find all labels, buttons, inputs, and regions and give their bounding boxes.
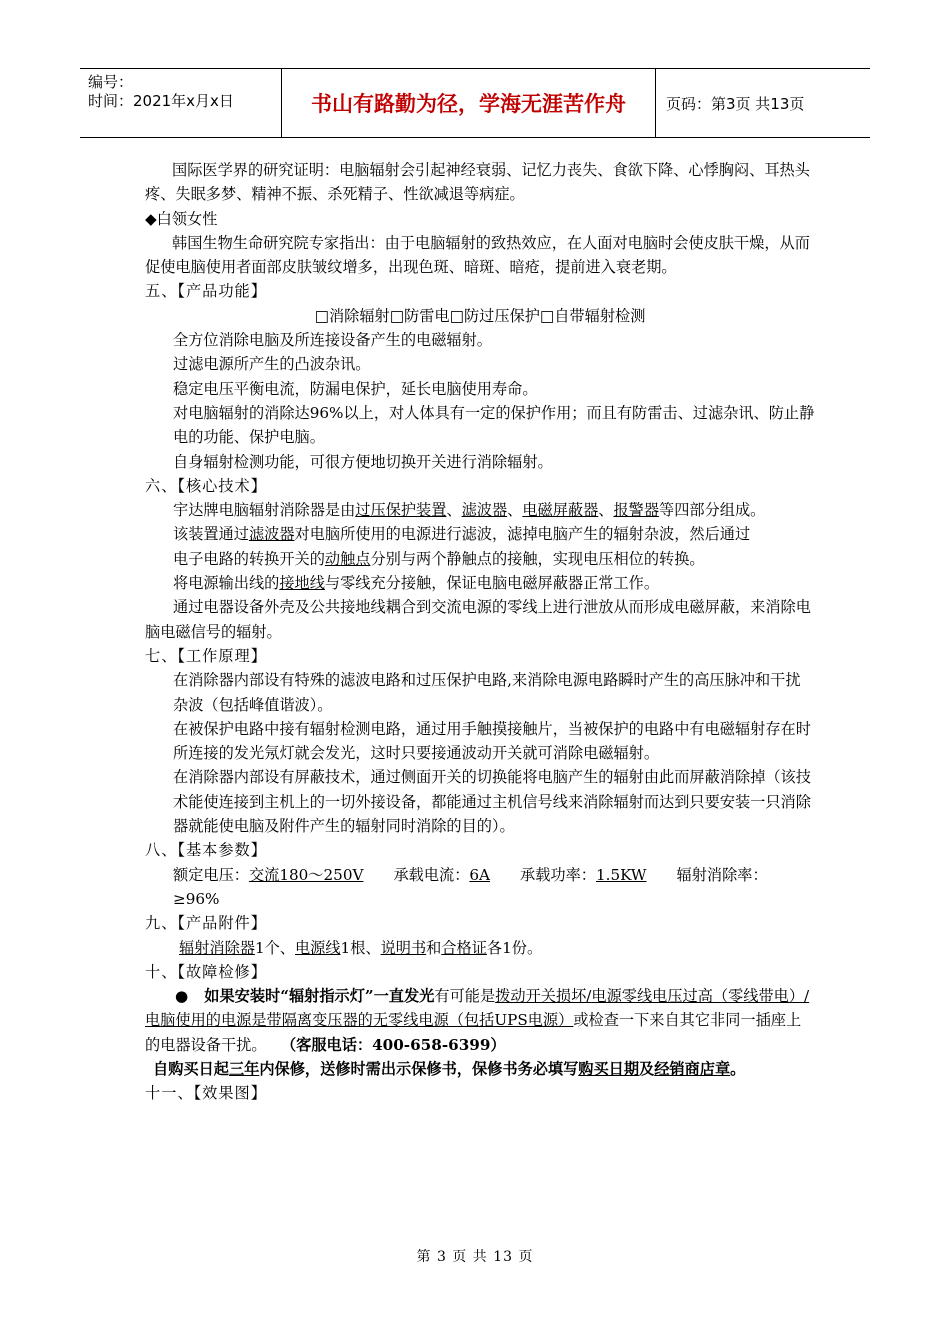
function-item: 全方位消除电脑及所连接设备产生的电磁辐射。 [173,331,492,350]
current-label: 承载电流： [393,865,470,884]
text: / [804,987,810,1006]
dealer-stamp: 经销商店章 [654,1059,731,1078]
core-tech-paragraph-2 [145,522,815,546]
accessory-power-cord: 电源线 [294,938,341,957]
intro-paragraph-2: 韩国生物生命研究院专家指出：由于电脑辐射的致热效应，在人面对电脑时会使皮肤干燥，从而促使电脑使用者面部皮肤皱纹增多，出现色斑、暗斑、暗疮，提前进入衰老期。 [145,233,810,277]
core-tech-paragraph-5: 通过电器设备外壳及公共接地线耦合到交流电源的零线上进行泄放从而形成电磁屏蔽，来消除电脑电磁信号的辐射。 [145,598,811,641]
parameters-line [145,863,815,887]
voltage-value: 交流180～250V [248,865,364,884]
text: 、 [598,501,614,520]
text: 和 [426,938,442,957]
core-tech-paragraph-1 [145,498,815,522]
text: 及 [639,1059,655,1078]
term-overvoltage-device: 过压保护装置 [355,501,447,520]
text: 自购买日起 [153,1059,229,1078]
section-title-core-tech: 六、【核心技术】 [145,476,267,495]
text: 等四部分组成。 [659,501,766,520]
term-shield: 电磁屏蔽器 [522,501,599,520]
accessory-manual: 说明书 [380,938,427,957]
term-alarm: 报警器 [613,501,659,520]
warranty-period: 三年 [228,1059,260,1078]
bullet-icon: ● [175,987,189,1006]
header-motto: 书山有路勤为径，学海无涯苦作舟 [282,69,656,137]
text: 、 [507,501,523,520]
voltage-label: 额定电压： [173,865,249,884]
section-title-principle: 七、【工作原理】 [145,646,267,665]
purchase-date: 购买日期 [578,1059,639,1078]
text: 宇达牌电脑辐射消除器是由 [173,501,356,520]
term-ground-wire: 接地线 [279,574,325,593]
customer-service-phone: （客服电话：400-658-6399） [280,1035,506,1054]
text: / [586,987,592,1006]
accessories-line [145,936,815,960]
cause-neutral-voltage: 电源零线电压过高（零线带电） [591,987,804,1006]
text: 各1份。 [486,938,543,957]
principle-paragraph-2: 在被保护电路中接有辐射检测电路，通过用手触摸接触片，当被保护的电路中有电磁辐射存在时所连接的发光氖灯就会发光，这时只要接通波动开关就可消除电磁辐射。 [173,719,811,763]
text: 、 [446,501,462,520]
rate-value: ≥96% [173,889,220,908]
text: 内保修，送修时需出示保修书，保修书务必填写 [259,1059,579,1078]
header-meta [80,69,282,137]
section-title-effect-image: 十一、【效果图】 [145,1084,267,1103]
principle-paragraph-3: 在消除器内部设有屏蔽技术，通过侧面开关的切换能将电脑产生的辐射由此而屏蔽消除掉（该技术能使连接到主机上的一切外接设备，都能通过主机信号线来消除辐射而达到只要安装一只消除器就能使电脑及附件产生的辐射同时消除的目的）。 [173,768,811,836]
troubleshoot-lead: 如果安装时“辐射指示灯”一直发光 [204,987,435,1006]
function-item: 对电脑辐射的消除达96%以上，对人体具有一定的保护作用；而且有防雷击、过滤杂讯、防止静电的功能、保护电脑。 [173,403,815,447]
doc-time-label: 时间：2021年x月x日 [88,92,234,110]
power-label: 承载功率： [520,865,596,884]
doc-number-label: 编号： [88,73,134,91]
current-value: 6A [469,865,491,884]
cause-isolated-supply: 电脑使用的电源是带隔离变压器的无零线电源（包括UPS电源） [145,1011,574,1030]
section-title-parameters: 八、【基本参数】 [145,841,267,860]
power-value: 1.5KW [595,865,647,884]
intro-paragraph-1: 国际医学界的研究证明：电脑辐射会引起神经衰弱、记忆力丧失、食欲下降、心悸胸闷、耳热头疼、失眠多梦、精神不振、杀死精子、性欲减退等病症。 [145,161,810,204]
document-body [145,158,815,1106]
section-title-troubleshooting: 十、【故障检修】 [145,962,267,981]
term-moving-contact: 动触点 [324,549,371,568]
page-header [80,68,870,138]
function-item: 过滤电源所产生的凸波杂讯。 [173,355,371,374]
accessory-eliminator: 辐射消除器 [179,938,255,957]
text: 该装置通过 [173,525,249,544]
troubleshooting-paragraph [145,984,815,1057]
function-checklist: □消除辐射□防雷电□防过压保护□自带辐射检测 [314,306,646,325]
page-footer: 第 3 页 共 13 页 [416,1249,534,1265]
text: 。 [730,1059,746,1078]
function-item: 稳定电压平衡电流，防漏电保护，延长电脑使用寿命。 [173,379,538,398]
function-item: 自身辐射检测功能，可很方便地切换开关进行消除辐射。 [173,452,553,471]
header-page-label: 页码：第3页 共13页 [666,94,805,113]
text: 分别与两个静触点的接触，实现电压相位的转换。 [370,549,705,568]
text: 对电脑所使用的电源进行滤波，滤掉电脑产生的辐射杂波，然后通过 [294,525,751,544]
text: 1根、 [340,938,381,957]
core-tech-paragraph-4 [145,571,815,595]
warranty-line [145,1057,815,1081]
bullet-heading-white-collar: ◆白领女性 [145,209,218,228]
section-title-functions: 五、【产品功能】 [145,282,267,301]
text: 电子电路的转换开关的 [173,549,325,568]
text: 将电源输出线的 [173,574,280,593]
section-title-accessories: 九、【产品附件】 [145,914,267,933]
text: 有可能是 [434,987,496,1006]
principle-paragraph-1: 在消除器内部设有特殊的滤波电路和过压保护电路,来消除电源电路瞬时产生的高压脉冲和干扰杂波（包括峰值谐波）。 [173,671,801,714]
text: 或检查一下来自其它非同一插座上的电器设备干扰。 [145,1011,802,1054]
rate-label: 辐射消除率： [676,865,768,884]
cause-switch: 拨动开关损坏 [495,987,587,1006]
text: 1个、 [254,938,295,957]
accessory-certificate: 合格证 [441,938,487,957]
term-filter: 滤波器 [248,525,295,544]
text: 与零线充分接触，保证电脑电磁屏蔽器正常工作。 [324,574,659,593]
core-tech-paragraph-3 [145,547,815,571]
term-filter: 滤波器 [461,501,508,520]
